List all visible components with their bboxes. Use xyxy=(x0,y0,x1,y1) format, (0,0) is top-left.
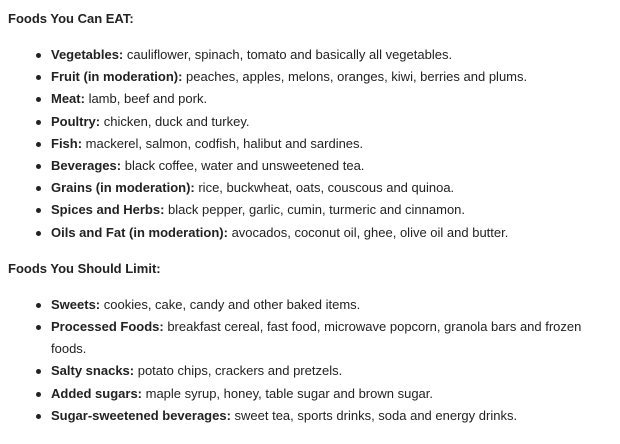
bullet-icon xyxy=(36,208,41,213)
item-label: Fruit (in moderation): xyxy=(51,69,183,85)
section-heading-should-limit: Foods You Should Limit: xyxy=(8,260,161,276)
bullet-icon xyxy=(36,120,41,125)
item-text: avocados, coconut oil, ghee, olive oil and butter. xyxy=(227,224,509,240)
bullet-icon xyxy=(36,97,41,102)
list-item xyxy=(32,383,592,405)
bullet-icon xyxy=(36,186,41,191)
item-text: maple syrup, honey, table sugar and brown sugar. xyxy=(142,385,434,401)
should-limit-list xyxy=(8,294,612,427)
item-label: Meat: xyxy=(51,91,85,107)
list-item xyxy=(32,177,592,199)
item-label: Salty snacks: xyxy=(51,363,135,379)
item-text: chicken, duck and turkey. xyxy=(100,113,250,129)
item-label: Poultry: xyxy=(51,113,101,129)
list-item xyxy=(32,88,592,110)
item-text: mackerel, salmon, codfish, halibut and sardines. xyxy=(82,135,364,151)
list-item xyxy=(32,360,592,382)
item-label: Added sugars: xyxy=(51,385,143,401)
list-item xyxy=(32,294,592,316)
list-item xyxy=(32,199,592,221)
bullet-icon xyxy=(36,53,41,58)
item-text: black pepper, garlic, cumin, turmeric and cinnamon. xyxy=(164,202,466,218)
list-item xyxy=(32,44,592,66)
bullet-icon xyxy=(36,75,41,80)
list-item xyxy=(32,111,592,133)
item-label: Processed Foods: xyxy=(51,319,164,335)
item-label: Sugar-sweetened beverages: xyxy=(51,407,231,423)
can-eat-list xyxy=(8,44,612,244)
item-text: sweet tea, sports drinks, soda and energy drinks. xyxy=(230,407,518,423)
list-item xyxy=(32,405,592,427)
item-text: breakfast cereal, fast food, microwave popcorn, granola bars and frozen foods. xyxy=(51,319,582,357)
list-item xyxy=(32,133,592,155)
item-text: peaches, apples, melons, oranges, kiwi, berries and plums. xyxy=(182,69,528,85)
section-heading-can-eat: Foods You Can EAT: xyxy=(8,11,134,26)
item-label: Grains (in moderation): xyxy=(51,180,195,196)
item-label: Sweets: xyxy=(51,296,101,312)
item-text: cauliflower, spinach, tomato and basically all vegetables. xyxy=(123,47,453,62)
item-text: black coffee, water and unsweetened tea. xyxy=(121,158,365,174)
list-item xyxy=(32,316,592,360)
list-item xyxy=(32,66,592,88)
bullet-icon xyxy=(36,303,41,308)
bullet-icon xyxy=(36,231,41,236)
item-label: Vegetables: xyxy=(51,47,124,62)
item-label: Spices and Herbs: xyxy=(51,202,165,218)
bullet-icon xyxy=(36,369,41,374)
item-text: lamb, beef and pork. xyxy=(84,91,208,107)
item-text: potato chips, crackers and pretzels. xyxy=(134,363,343,379)
bullet-icon xyxy=(36,142,41,147)
bullet-icon xyxy=(36,325,41,330)
item-text: rice, buckwheat, oats, couscous and quinoa. xyxy=(194,180,455,196)
list-item xyxy=(32,155,592,177)
bullet-icon xyxy=(36,164,41,169)
list-item xyxy=(32,222,592,244)
bullet-icon xyxy=(36,414,41,419)
item-label: Oils and Fat (in moderation): xyxy=(51,224,228,240)
item-text: cookies, cake, candy and other baked items. xyxy=(100,296,361,312)
bullet-icon xyxy=(36,392,41,397)
item-label: Fish: xyxy=(51,135,83,151)
item-label: Beverages: xyxy=(51,158,122,174)
